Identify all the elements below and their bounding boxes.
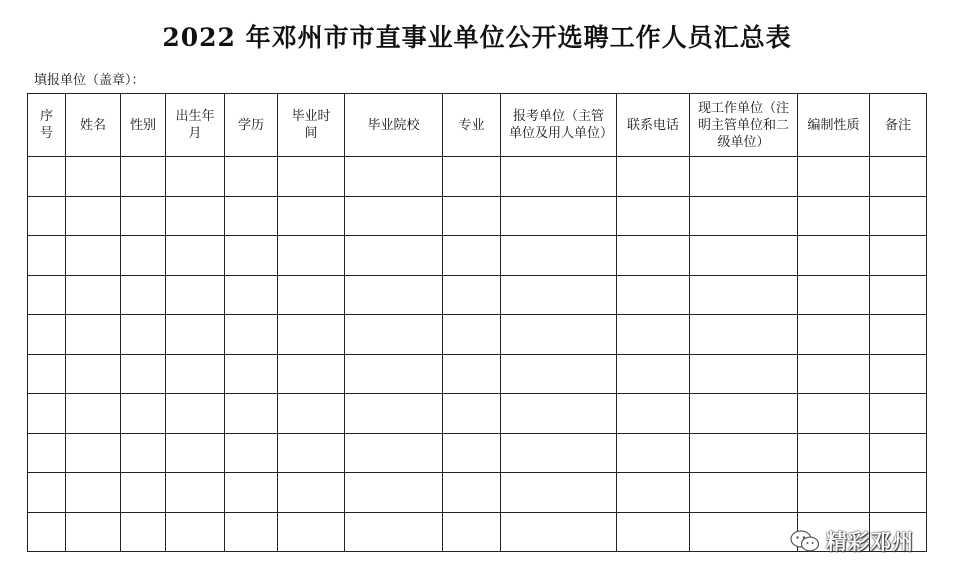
wechat-icon [790, 529, 820, 553]
header-gender: 性别 [121, 94, 166, 157]
table-cell [690, 196, 798, 236]
table-cell [690, 236, 798, 276]
table-cell [121, 394, 166, 434]
table-cell [501, 512, 617, 552]
table-cell [690, 157, 798, 197]
table-cell [443, 394, 501, 434]
table-cell [617, 236, 690, 276]
table-row [28, 196, 927, 236]
table-cell [121, 354, 166, 394]
table-cell [798, 394, 870, 434]
table-cell [443, 315, 501, 355]
table-cell [690, 394, 798, 434]
table-cell [798, 236, 870, 276]
table-cell [501, 275, 617, 315]
table-cell [501, 196, 617, 236]
table-cell [28, 473, 66, 513]
table-cell [345, 473, 443, 513]
table-cell [617, 315, 690, 355]
watermark-text: 精彩邓州 [826, 530, 914, 554]
table-cell [166, 315, 225, 355]
table-cell [617, 196, 690, 236]
table-cell [443, 433, 501, 473]
table-cell [870, 354, 927, 394]
table-cell [225, 512, 278, 552]
table-cell [278, 394, 345, 434]
table-cell [345, 236, 443, 276]
table-cell [798, 315, 870, 355]
table-cell [690, 275, 798, 315]
table-cell [345, 512, 443, 552]
header-graduation-time: 毕业时间 [278, 94, 345, 157]
table-cell [617, 512, 690, 552]
table-cell [166, 433, 225, 473]
table-cell [617, 354, 690, 394]
table-cell [28, 433, 66, 473]
table-cell [690, 315, 798, 355]
table-cell [501, 315, 617, 355]
table-cell [501, 354, 617, 394]
table-cell [501, 433, 617, 473]
table-cell [278, 473, 345, 513]
table-cell [225, 315, 278, 355]
table-cell [345, 433, 443, 473]
table-cell [166, 196, 225, 236]
table-cell [66, 433, 121, 473]
table-cell [690, 473, 798, 513]
table-cell [501, 394, 617, 434]
table-cell [617, 473, 690, 513]
table-cell [66, 236, 121, 276]
table-cell [501, 157, 617, 197]
table-cell [225, 275, 278, 315]
table-cell [345, 196, 443, 236]
table-row [28, 315, 927, 355]
table-cell [870, 236, 927, 276]
header-applied-unit: 报考单位（主管单位及用人单位） [501, 94, 617, 157]
table-cell [166, 394, 225, 434]
table-cell [617, 275, 690, 315]
table-cell [870, 394, 927, 434]
table-row [28, 275, 927, 315]
table-cell [166, 236, 225, 276]
table-cell [225, 354, 278, 394]
header-row [28, 94, 927, 157]
table-cell [166, 157, 225, 197]
table-cell [870, 275, 927, 315]
table-cell [345, 157, 443, 197]
table-row [28, 236, 927, 276]
table-cell [798, 473, 870, 513]
summary-table [27, 93, 927, 552]
table-cell [28, 315, 66, 355]
table-cell [121, 196, 166, 236]
table-cell [225, 394, 278, 434]
table-cell [443, 512, 501, 552]
table-row [28, 473, 927, 513]
table-row [28, 354, 927, 394]
table-cell [345, 275, 443, 315]
table-row [28, 157, 927, 197]
header-seq: 序号 [28, 94, 66, 157]
table-cell [121, 315, 166, 355]
table-cell [617, 433, 690, 473]
table-cell [501, 236, 617, 276]
table-cell [870, 157, 927, 197]
table-cell [121, 236, 166, 276]
table-cell [121, 512, 166, 552]
table-cell [278, 236, 345, 276]
table-cell [225, 236, 278, 276]
header-education: 学历 [225, 94, 278, 157]
table-cell [501, 473, 617, 513]
header-remarks: 备注 [870, 94, 927, 157]
watermark [790, 528, 914, 554]
table-cell [278, 512, 345, 552]
table-cell [443, 354, 501, 394]
table-cell [443, 473, 501, 513]
table-cell [225, 157, 278, 197]
table-cell [66, 394, 121, 434]
header-staffing-type: 编制性质 [798, 94, 870, 157]
table-cell [66, 315, 121, 355]
table-cell [690, 512, 798, 552]
table-cell [617, 394, 690, 434]
header-name: 姓名 [66, 94, 121, 157]
table-cell [225, 473, 278, 513]
table-cell [166, 473, 225, 513]
table-cell [443, 236, 501, 276]
table-cell [278, 354, 345, 394]
table-cell [66, 275, 121, 315]
table-cell [121, 433, 166, 473]
table-cell [166, 275, 225, 315]
document-title: 2022 年邓州市市直事业单位公开选聘工作人员汇总表 [162, 23, 792, 52]
table-cell [278, 196, 345, 236]
table-cell [798, 354, 870, 394]
header-phone: 联系电话 [617, 94, 690, 157]
table-cell [278, 157, 345, 197]
table-cell [798, 275, 870, 315]
table-cell [66, 512, 121, 552]
header-major: 专业 [443, 94, 501, 157]
table-cell [443, 196, 501, 236]
table-cell [66, 157, 121, 197]
header-graduated-school: 毕业院校 [345, 94, 443, 157]
table-cell [28, 157, 66, 197]
table-body [28, 157, 927, 552]
table-cell [443, 157, 501, 197]
fill-unit-label: 填报单位（盖章）： [34, 73, 145, 88]
header-current-employer: 现工作单位（注明主管单位和二级单位） [690, 94, 798, 157]
table-cell [870, 433, 927, 473]
table-cell [798, 433, 870, 473]
table-cell [345, 315, 443, 355]
table-cell [28, 275, 66, 315]
table-cell [798, 157, 870, 197]
table-cell [166, 512, 225, 552]
table-cell [690, 433, 798, 473]
table-cell [28, 236, 66, 276]
table-cell [225, 433, 278, 473]
table-cell [28, 354, 66, 394]
table-cell [278, 315, 345, 355]
table-cell [870, 473, 927, 513]
table-row [28, 433, 927, 473]
table-cell [166, 354, 225, 394]
table-cell [870, 196, 927, 236]
table-cell [690, 354, 798, 394]
table-cell [278, 275, 345, 315]
header-birth-date: 出生年月 [166, 94, 225, 157]
table-cell [66, 196, 121, 236]
table-cell [121, 157, 166, 197]
table-row [28, 394, 927, 434]
table-cell [66, 473, 121, 513]
table-cell [443, 275, 501, 315]
table-cell [798, 196, 870, 236]
table-cell [278, 433, 345, 473]
table-cell [870, 315, 927, 355]
table-cell [121, 275, 166, 315]
table-cell [345, 354, 443, 394]
table-cell [28, 196, 66, 236]
table-cell [28, 512, 66, 552]
table-cell [225, 196, 278, 236]
table-cell [345, 394, 443, 434]
table-cell [66, 354, 121, 394]
table-cell [28, 394, 66, 434]
table-cell [121, 473, 166, 513]
table-cell [617, 157, 690, 197]
